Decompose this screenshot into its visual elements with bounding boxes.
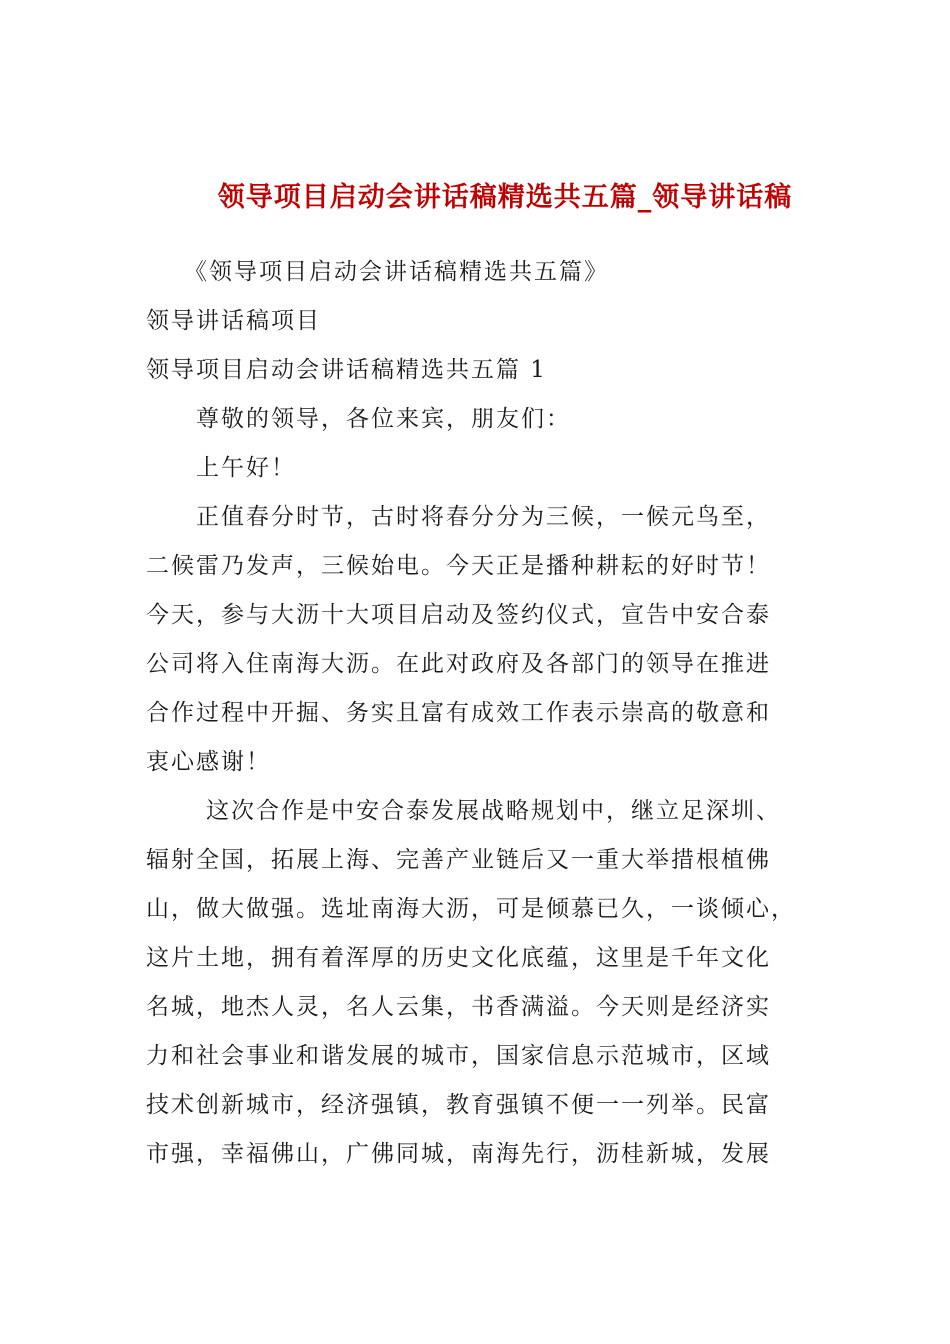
paragraph-line: 力和社会事业和谐发展的城市，国家信息示范城市，区域	[146, 1043, 771, 1069]
greeting: 上午好！	[196, 455, 296, 481]
paragraph-line: 辐射全国，拓展上海、完善产业链后又一重大举措根植佛	[146, 847, 771, 873]
paragraph-2	[146, 787, 836, 1179]
paragraph-line: 合作过程中开掘、务实且富有成效工作表示崇高的敬意和	[146, 700, 771, 726]
paragraph-1	[146, 493, 836, 787]
paragraph-line: 公司将入住南海大沥。在此对政府及各部门的领导在推进	[146, 651, 771, 677]
paragraph-line: 山，做大做强。选址南海大沥，可是倾慕已久，一谈倾心，	[146, 896, 796, 922]
document-title: 领导项目启动会讲话稿精选共五篇_领导讲话稿	[217, 182, 793, 213]
paragraph-line: 名城，地杰人灵，名人云集，书香满溢。今天则是经济实	[146, 994, 771, 1020]
document-body	[146, 248, 836, 1179]
section-heading: 领导项目启动会讲话稿精选共五篇 1	[146, 357, 547, 383]
paragraph-line: 正值春分时节，古时将春分分为三候，一候元鸟至，	[196, 504, 771, 530]
paragraph-line: 这片土地，拥有着浑厚的历史文化底蕴，这里是千年文化	[146, 945, 771, 971]
salutation: 尊敬的领导，各位来宾，朋友们：	[196, 406, 571, 432]
paragraph-line: 今天，参与大沥十大项目启动及签约仪式，宣告中安合泰	[146, 602, 771, 628]
book-title: 《领导项目启动会讲话稿精选共五篇》	[184, 259, 609, 285]
paragraph-line: 二候雷乃发声，三候始电。今天正是播种耕耘的好时节！	[146, 553, 771, 579]
paragraph-line: 市强，幸福佛山，广佛同城，南海先行，沥桂新城，发展	[146, 1141, 771, 1167]
paragraph-line: 衷心感谢！	[146, 749, 271, 775]
paragraph-line: 这次合作是中安合泰发展战略规划中，继立足深圳、	[206, 798, 781, 824]
category-line: 领导讲话稿项目	[146, 308, 321, 334]
paragraph-line: 技术创新城市，经济强镇，教育强镇不便一一列举。民富	[146, 1092, 771, 1118]
